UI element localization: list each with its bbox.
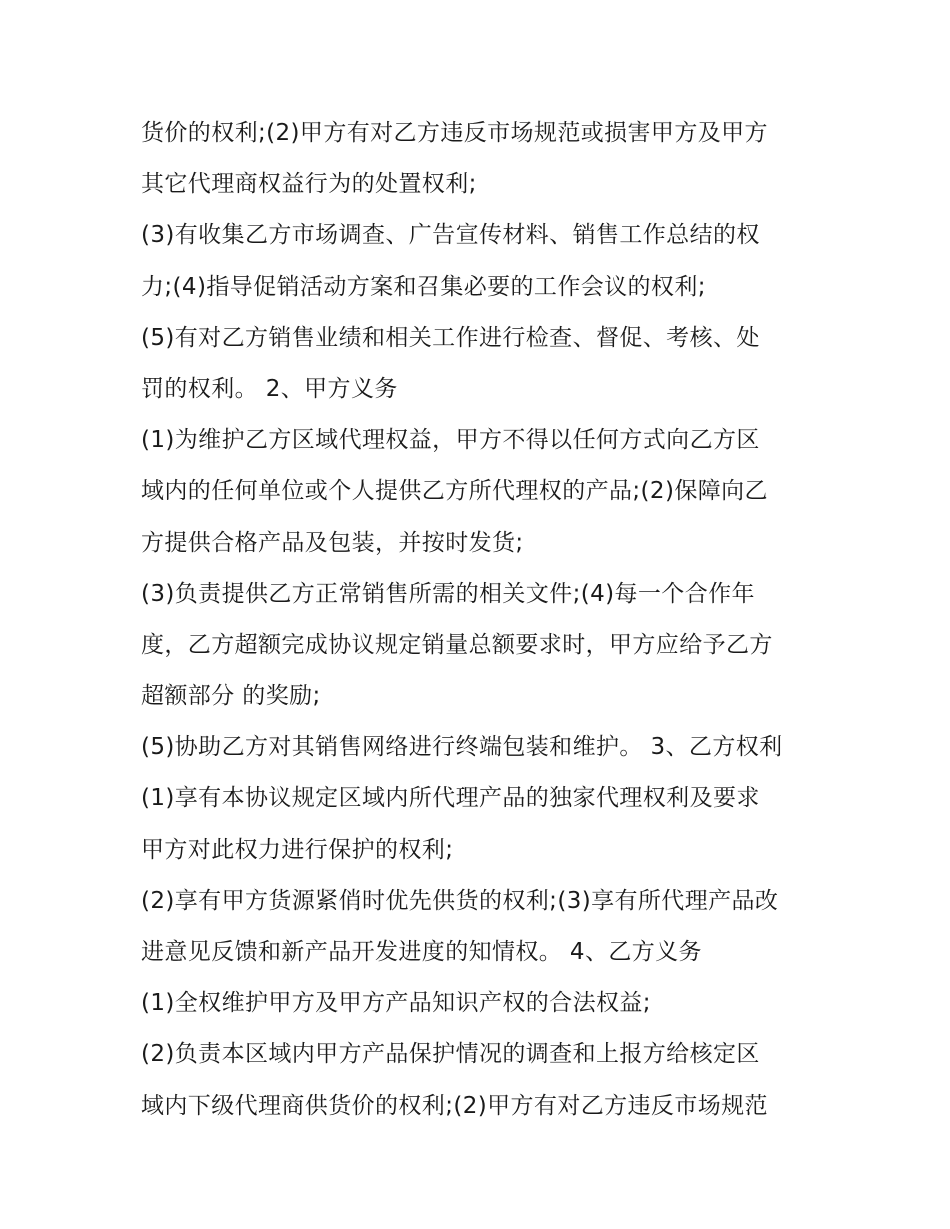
text-line: (5)协助乙方对其销售网络进行终端包装和维护。 3、乙方权利 [141, 734, 783, 761]
text-line: 甲方对此权力进行保护的权利; [141, 836, 454, 863]
text-line: (1)享有本协议规定区域内所代理产品的独家代理权利及要求 [141, 785, 760, 812]
text-line: (5)有对乙方销售业绩和相关工作进行检查、督促、考核、处 [141, 324, 760, 351]
text-line: 度，乙方超额完成协议规定销量总额要求时，甲方应给予乙方 [141, 631, 773, 658]
text-line: (1)全权维护甲方及甲方产品知识产权的合法权益; [141, 990, 651, 1017]
text-line: 进意见反馈和新产品开发进度的知情权。 4、乙方义务 [141, 939, 702, 965]
text-line: (3)有收集乙方市场调查、广告宣传材料、销售工作总结的权 [141, 222, 760, 249]
text-line: (2)享有甲方货源紧俏时优先供货的权利;(3)享有所代理产品改 [141, 887, 779, 914]
text-line: (3)负责提供乙方正常销售所需的相关文件;(4)每一个合作年 [141, 580, 755, 607]
text-line: 域内下级代理商供货价的权利;(2)甲方有对乙方违反市场规范 [141, 1092, 768, 1119]
body-text [141, 108, 821, 1132]
text-line: 方提供合格产品及包装，并按时发货; [141, 529, 524, 556]
text-line: (2)负责本区域内甲方产品保护情况的调查和上报方给核定区 [141, 1041, 760, 1068]
text-line: 货价的权利;(2)甲方有对乙方违反市场规范或损害甲方及甲方 [141, 120, 768, 146]
text-line: 其它代理商权益行为的处置权利; [141, 171, 477, 198]
text-line: 超额部分 的奖励; [141, 683, 321, 710]
text-line: 域内的任何单位或个人提供乙方所代理权的产品;(2)保障向乙 [141, 478, 768, 505]
text-line: (1)为维护乙方区域代理权益，甲方不得以任何方式向乙方区 [141, 427, 760, 454]
text-line: 力;(4)指导促销活动方案和召集必要的工作会议的权利; [141, 273, 706, 300]
text-line: 罚的权利。 2、甲方义务 [141, 375, 398, 402]
